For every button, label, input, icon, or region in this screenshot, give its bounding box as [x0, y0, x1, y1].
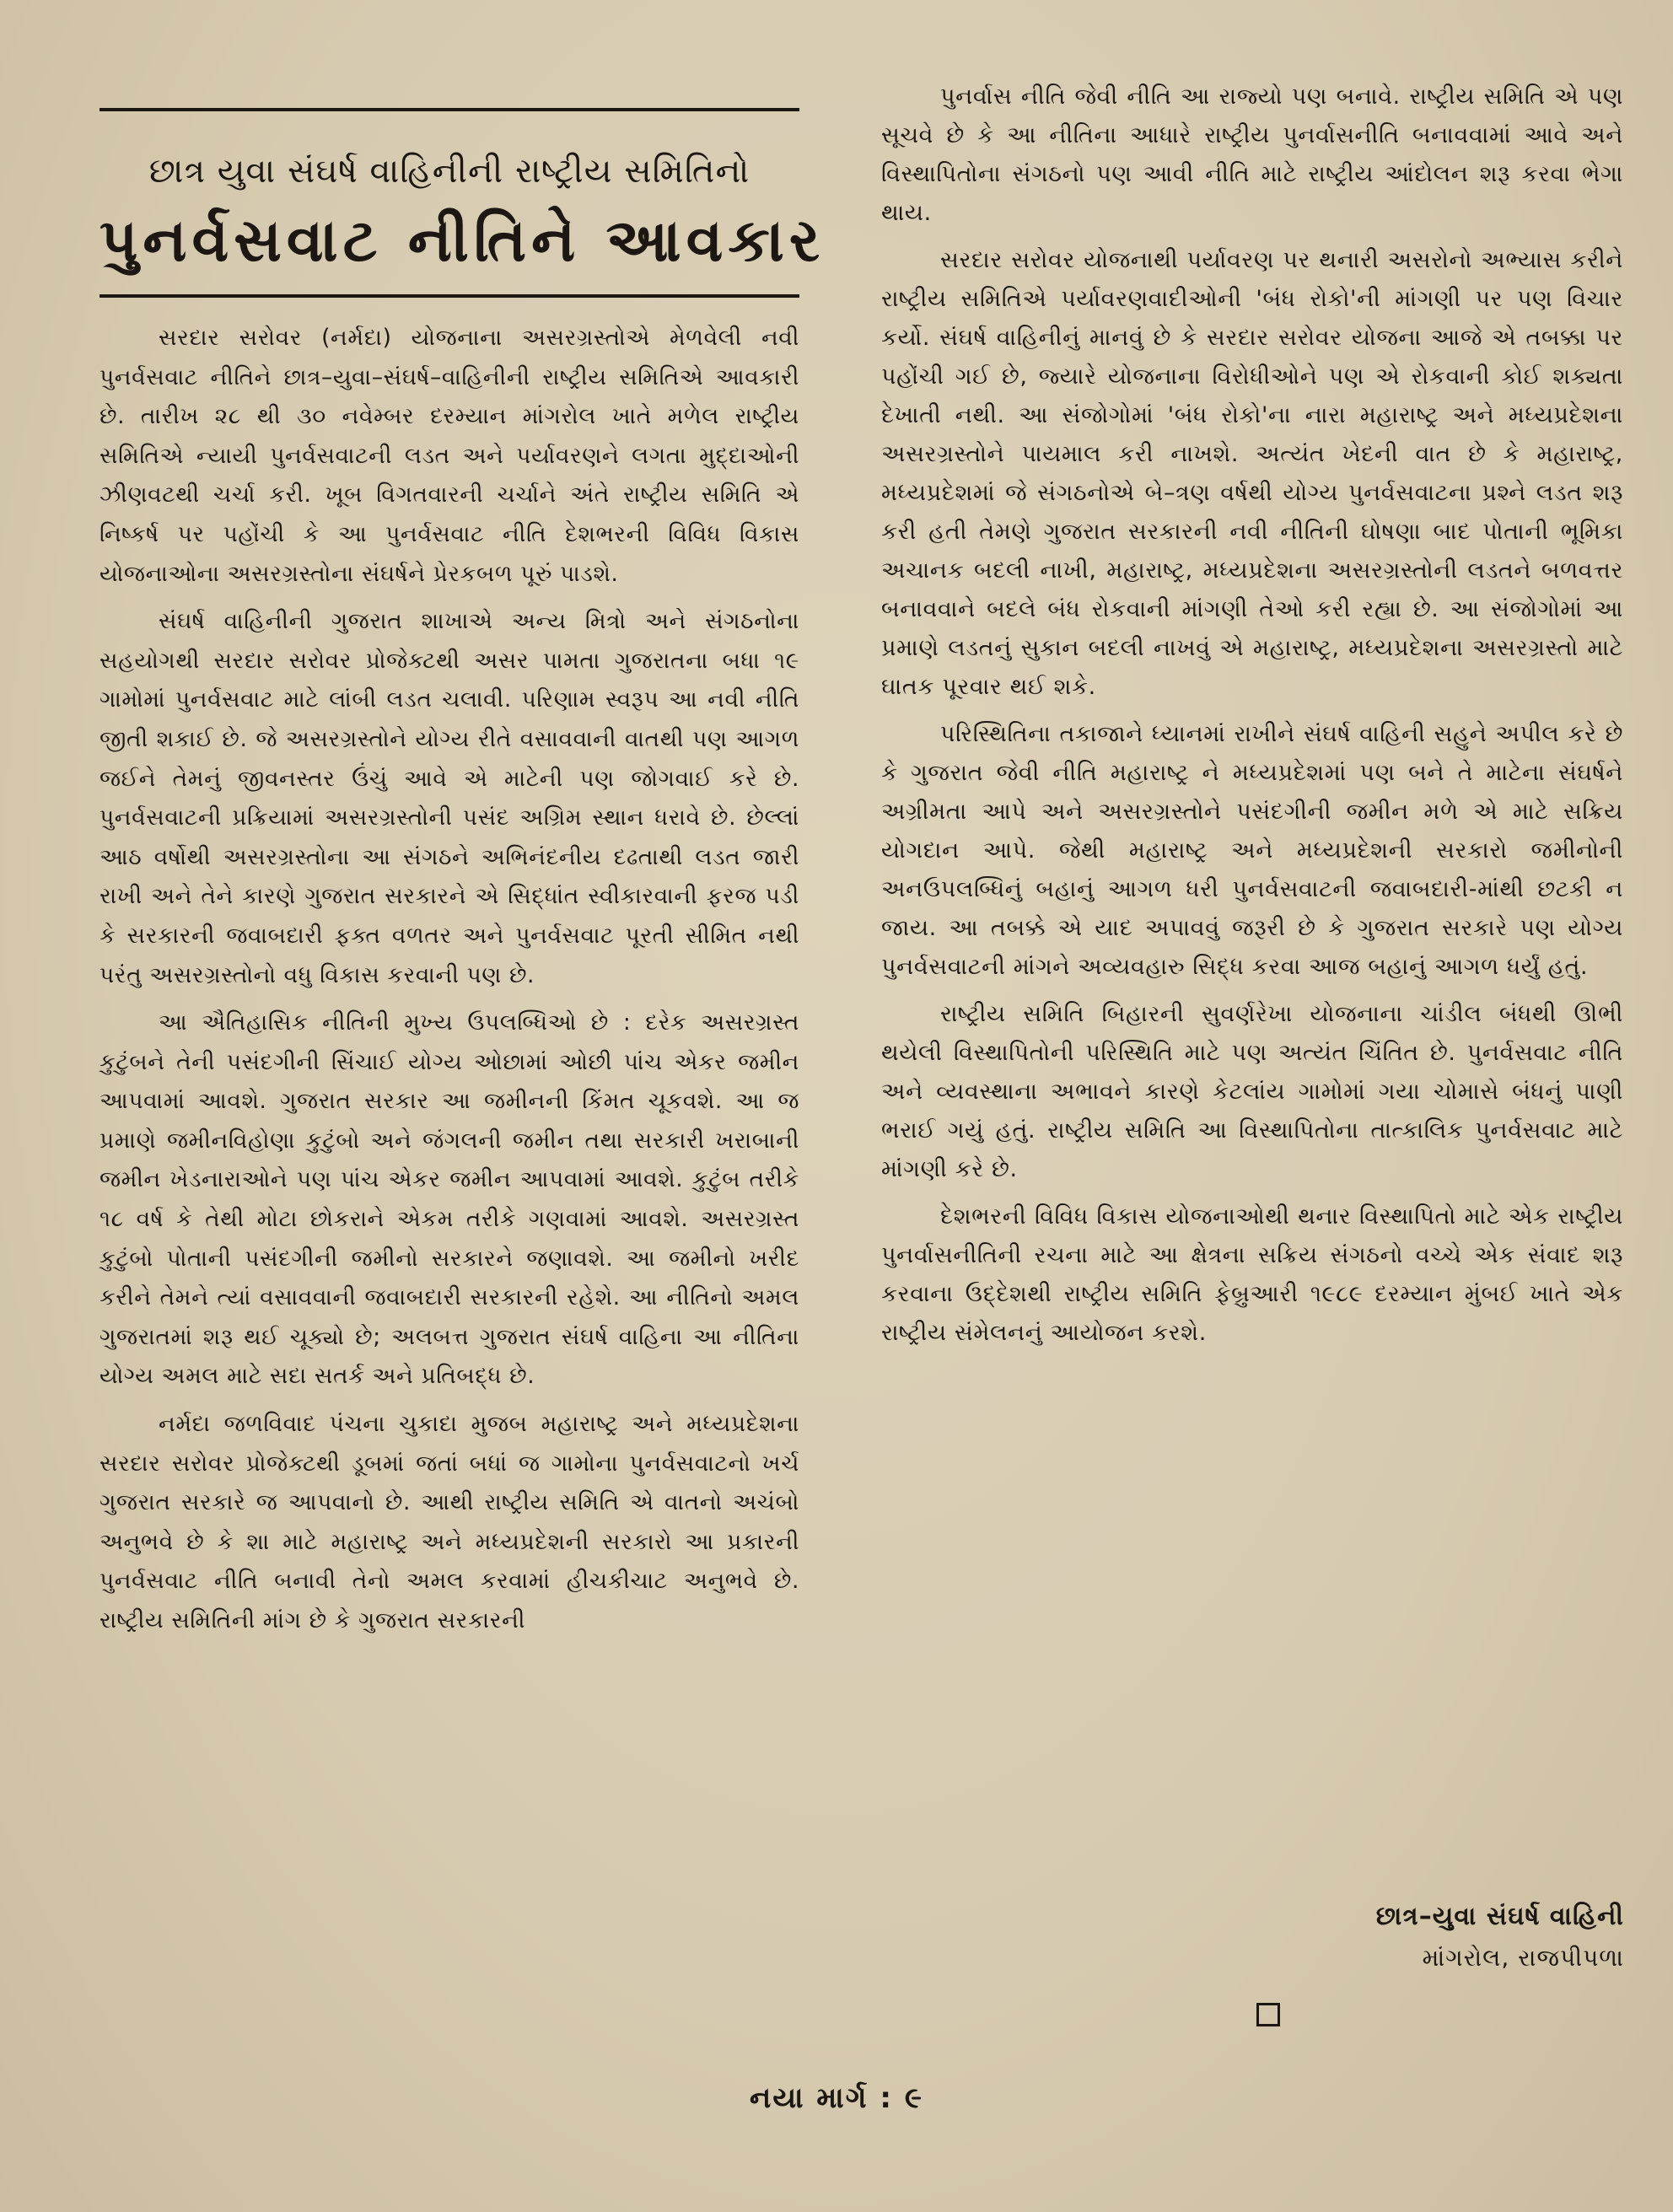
page-footer: નયા માર્ગ : ૯ [750, 2081, 923, 2115]
left-column [100, 319, 799, 1650]
article-signature [1376, 1896, 1624, 1978]
signature-name: છાત્ર–યુવા સંઘર્ષ વાહિની [1375, 1902, 1624, 1931]
paragraph: પરિસ્થિતિના તકાજાને ધ્યાનમાં રાખીને સંઘર્ષ વાહિની સહુને અપીલ કરે છે કે ગુજરાત જેવી નીતિ મહારાષ્ટ્ર ને મધ્યપ્રદેશમાં પણ બને તે માટેના સંઘર્ષને અગ્રીમતા આપે અને અસરગ્રસ્તોને પસંદગીની જમીન મળે એ માટે સક્રિય યોગદાન આપે. જેથી મહારાષ્ટ્ર અને મધ્યપ્રદેશની સરકારો જમીનોની અનઉપલબ્ધિનું બહાનું આગળ ધરી પુનર્વસવાટની જવાબદારી-માંથી છટકી ન જાય. આ તબક્કે એ યાદ અપાવવું જરૂરી છે કે ગુજરાત સરકારે પણ યોગ્ય પુનર્વસવાટની માંગને અવ્યવહારુ સિદ્ધ કરવા આજ બહાનું આગળ ધર્યું હતું. [881, 721, 1623, 980]
right-column [881, 78, 1623, 1361]
paragraph: દેશભરની વિવિધ વિકાસ યોજનાઓથી થનાર વિસ્થાપિતો માટે એક રાષ્ટ્રીય પુનર્વાસનીતિની રચના માટે આ ક્ષેત્રના સક્રિય સંગઠનો વચ્ચે એક સંવાદ શરૂ કરવાના ઉદ્દેશથી રાષ્ટ્રીય સમિતિ ફેબ્રુઆરી ૧૯૮૯ દરમ્યાન મુંબઈ ખાતે એક રાષ્ટ્રીય સંમેલનનું આયોજન કરશે. [881, 1203, 1623, 1346]
paragraph: સરદાર સરોવર (નર્મદા) યોજનાના અસરગ્રસ્તોએ મેળવેલી નવી પુનર્વસવાટ નીતિને છાત્ર–યુવા–સંઘર્ષ–વાહિનીની રાષ્ટ્રીય સમિતિએ આવકારી છે. તારીખ ૨૮ થી ૩૦ નવેમ્બર દરમ્યાન માંગરોલ ખાતે મળેલ રાષ્ટ્રીય સમિતિએ ન્યાયી પુનર્વસવાટની લડત અને પર્યાવરણને લગતા મુદ્દાઓની ઝીણવટથી ચર્ચા કરી. ખૂબ વિગતવારની ચર્ચાને અંતે રાષ્ટ્રીય સમિતિ એ નિષ્કર્ષ પર પહોંચી કે આ પુનર્વસવાટ નીતિ દેશભરની વિવિધ વિકાસ યોજનાઓના અસરગ્રસ્તોના સંઘર્ષને પ્રેરકબળ પૂરું પાડશે. [100, 325, 799, 587]
article-heading [100, 108, 826, 298]
article-headline: પુનર્વસવાટ નીતિને આવકાર [100, 206, 826, 275]
article-kicker: છાત્ર યુવા સંઘર્ષ વાહિનીની રાષ્ટ્રીય સમિતિનો [148, 152, 750, 191]
paragraph: સરદાર સરોવર યોજનાથી પર્યાવરણ પર થનારી અસરોનો અભ્યાસ કરીને રાષ્ટ્રીય સમિતિએ પર્યાવરણવાદીઓની 'બંધ રોકો'ની માંગણી પર પણ વિચાર કર્યો. સંઘર્ષ વાહિનીનું માનવું છે કે સરદાર સરોવર યોજના આજે એ તબક્કા પર પહોંચી ગઈ છે, જ્યારે યોજનાના વિરોધીઓને પણ એ રોકવાની કોઈ શક્યતા દેખાતી નથી. આ સંજોગોમાં 'બંધ રોકો'ના નારા મહારાષ્ટ્ર અને મધ્યપ્રદેશના અસરગ્રસ્તોને પાયમાલ કરી નાખશે. અત્યંત ખેદની વાત છે કે મહારાષ્ટ્ર, મધ્યપ્રદેશમાં જે સંગઠનોએ બે–ત્રણ વર્ષથી યોગ્ય પુનર્વસવાટના પ્રશ્ને લડત શરૂ કરી હતી તેમણે ગુજરાત સરકારની નવી નીતિની ઘોષણા બાદ પોતાની ભૂમિકા અચાનક બદલી નાખી, મહારાષ્ટ્ર, મધ્યપ્રદેશના અસરગ્રસ્તોની લડતને બળવત્તર બનાવવાને બદલે બંધ રોકવાની માંગણી તેઓ કરી રહ્યા છે. આ સંજોગોમાં આ પ્રમાણે લડતનું સુકાન બદલી નાખવું એ મહારાષ્ટ્ર, મધ્યપ્રદેશના અસરગ્રસ્તો માટે ઘાતક પૂરવાર થઈ શકે. [881, 247, 1623, 700]
signature-place: માંગરોલ, રાજપીપળા [1422, 1944, 1624, 1972]
paragraph: આ ઐતિહાસિક નીતિની મુખ્ય ઉપલબ્ધિઓ છે : દરેક અસરગ્રસ્ત કુટુંબને તેની પસંદગીની સિંચાઈ યોગ્ય ઓછામાં ઓછી પાંચ એકર જમીન આપવામાં આવશે. ગુજરાત સરકાર આ જમીનની કિંમત ચૂકવશે. આ જ પ્રમાણે જમીનવિહોણા કુટુંબો અને જંગલની જમીન તથા સરકારી ખરાબાની જમીન ખેડનારાઓને પણ પાંચ એકર જમીન આપવામાં આવશે. કુટુંબ તરીકે ૧૮ વર્ષ કે તેથી મોટા છોકરાને એકમ તરીકે ગણવામાં આવશે. અસરગ્રસ્ત કુટુંબો પોતાની પસંદગીની જમીનો સરકારને જણાવશે. આ જમીનો ખરીદ કરીને તેમને ત્યાં વસાવવાની જવાબદારી સરકારની રહેશે. આ નીતિનો અમલ ગુજરાતમાં શરૂ થઈ ચૂક્યો છે; અલબત્ત ગુજરાત સંઘર્ષ વાહિના આ નીતિના યોગ્ય અમલ માટે સદા સતર્ક અને પ્રતિબદ્ધ છે. [100, 1009, 799, 1390]
paragraph: સંઘર્ષ વાહિનીની ગુજરાત શાખાએ અન્ય મિત્રો અને સંગઠનોના સહયોગથી સરદાર સરોવર પ્રોજેક્ટથી અસર પામતા ગુજરાતના બધા ૧૯ ગામોમાં પુનર્વસવાટ માટે લાંબી લડત ચલાવી. પરિણામ સ્વરૂપ આ નવી નીતિ જીતી શકાઈ છે. જે અસરગ્રસ્તોને યોગ્ય રીતે વસાવવાની વાતથી પણ આગળ જઈને તેમનું જીવનસ્તર ઉંચું આવે એ માટેની પણ જોગવાઈ કરે છે. પુનર્વસવાટની પ્રક્રિયામાં અસરગ્રસ્તોની પસંદ અગ્રિમ સ્થાન ધરાવે છે. છેલ્લાં આઠ વર્ષોથી અસરગ્રસ્તોના આ સંગઠને અભિનંદનીય દઢતાથી લડત જારી રાખી અને તેને કારણે ગુજરાત સરકારને એ સિદ્ધાંત સ્વીકારવાની ફરજ પડી કે સરકારની જવાબદારી ફક્ત વળતર અને પુનર્વસવાટ પૂરતી સીમિત નથી પરંતુ અસરગ્રસ્તોનો વધુ વિકાસ કરવાની પણ છે. [100, 608, 799, 988]
end-of-article-square-icon [1256, 2003, 1280, 2026]
paragraph: નર્મદા જળવિવાદ પંચના ચુકાદા મુજબ મહારાષ્ટ્ર અને મધ્યપ્રદેશના સરદાર સરોવર પ્રોજેક્ટથી ડૂબમાં જતાં બધાં જ ગામોના પુનર્વસવાટનો ખર્ચ ગુજરાત સરકારે જ આપવાનો છે. આથી રાષ્ટ્રીય સમિતિ એ વાતનો અચંબો અનુભવે છે કે શા માટે મહારાષ્ટ્ર અને મધ્યપ્રદેશની સરકારો આ પ્રકારની પુનર્વસવાટ નીતિ બનાવી તેનો અમલ કરવામાં હીચકીચાટ અનુભવે છે. રાષ્ટ્રીય સમિતિની માંગ છે કે ગુજરાત સરકારની [100, 1411, 799, 1633]
paragraph: પુનર્વાસ નીતિ જેવી નીતિ આ રાજ્યો પણ બનાવે. રાષ્ટ્રીય સમિતિ એ પણ સૂચવે છે કે આ નીતિના આધારે રાષ્ટ્રીય પુનર્વાસનીતિ બનાવવામાં આવે અને વિસ્થાપિતોના સંગઠનો પણ આવી નીતિ માટે રાષ્ટ્રીય આંદોલન શરૂ કરવા ભેગા થાય. [881, 83, 1623, 226]
paragraph: રાષ્ટ્રીય સમિતિ બિહારની સુવર્ણરેખા યોજનાના ચાંડીલ બંધથી ઊભી થયેલી વિસ્થાપિતોની પરિસ્થિતિ માટે પણ અત્યંત ચિંતિત છે. પુનર્વસવાટ નીતિ અને વ્યવસ્થાના અભાવને કારણે કેટલાંય ગામોમાં ગયા ચોમાસે બંધનું પાણી ભરાઈ ગયું હતું. રાષ્ટ્રીય સમિતિ આ વિસ્થાપિતોના તાત્કાલિક પુનર્વસવાટ માટે માંગણી કરે છે. [881, 1001, 1623, 1182]
